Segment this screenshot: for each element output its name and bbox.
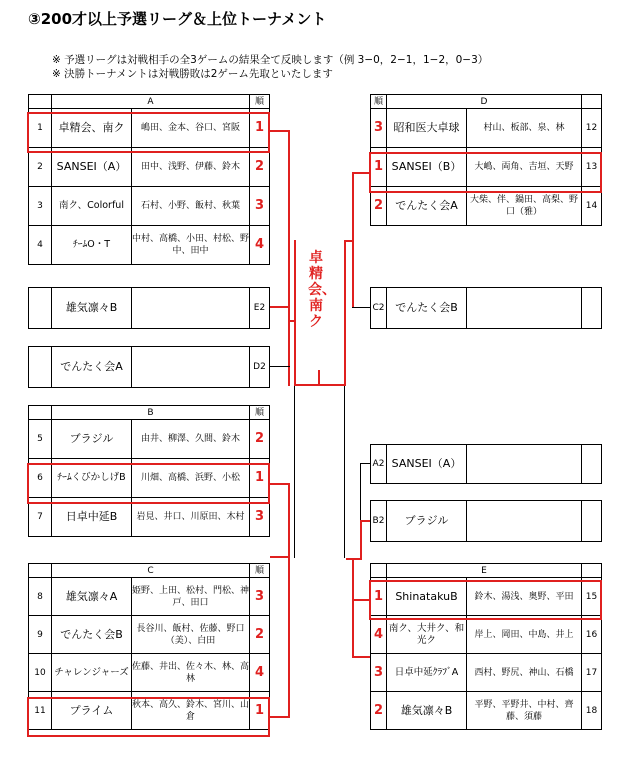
- champion-label: 卓精会、南ク: [308, 250, 336, 330]
- page-title: ③200才以上予選リーグ＆上位トーナメント: [28, 10, 327, 28]
- group-label: A: [52, 95, 250, 109]
- bracket-c2: C2 でんたく会B: [370, 287, 602, 329]
- winner-highlight-c1: [27, 697, 270, 737]
- group-e-table: E 1 ShinatakuB 鈴木、湯浅、奥野、平田 15 4 南ク、大井ク、和光ク 岸上、岡田、中島、井上 16 3 日卓中延ｸﾗﾌﾞA 西村、野尻、神山、石橋 17 2 雄気凛々B 平野、平野井、中村、齊藤、須藤 18: [370, 563, 602, 730]
- table-row: 2 雄気凛々B 平野、平野井、中村、齊藤、須藤 18: [371, 692, 602, 730]
- table-row: 5 ブラジル 由井、柳澤、久間、鈴木 2: [29, 420, 270, 459]
- group-d-table: 順 D 3 昭和医大卓球 村山、板部、泉、林 12 1 SANSEI（B） 大嶋、両角、吉垣、天野 13 2 でんたく会A 大柴、伴、鍋田、高梨、野口（雅） 14: [370, 94, 602, 226]
- table-row: 4 ﾁｰﾑO・T 中村、高橋、小田、村松、野中、田中 4: [29, 226, 270, 265]
- note-2: ※ 決勝トーナメントは対戦勝敗は2ゲーム先取といたします: [52, 68, 333, 80]
- table-row: 10 チャレンジャーズ 佐藤、井出、佐々木、林、高林 4: [29, 654, 270, 692]
- table-row: 7 日卓中延B 岩見、井口、川原田、木村 3: [29, 498, 270, 537]
- table-row: 2 SANSEI（A） 田中、浅野、伊藤、鈴木 2: [29, 148, 270, 187]
- winner-highlight-b1: [27, 463, 270, 504]
- table-row: 11 プライム 秋本、高久、鈴木、宮川、山倉 1: [29, 692, 270, 730]
- table-row: 2 でんたく会A 大柴、伴、鍋田、高梨、野口（雅） 14: [371, 187, 602, 226]
- table-row: 8 雄気凛々A 姫野、上田、松村、門松、神戸、田口 3: [29, 578, 270, 616]
- winner-highlight-e1: [369, 580, 602, 620]
- table-row: 6 ﾁｰﾑくびかしげB 川畑、高橋、浜野、小松 1: [29, 459, 270, 498]
- table-row: 1 ShinatakuB 鈴木、湯浅、奥野、平田 15: [371, 578, 602, 616]
- bracket-e2: 雄気凛々B E2: [28, 287, 270, 329]
- table-row: 3 昭和医大卓球 村山、板部、泉、林 12: [371, 109, 602, 148]
- bracket-d2: でんたく会A D2: [28, 346, 270, 388]
- table-row: 3 日卓中延ｸﾗﾌﾞA 西村、野尻、神山、石橋 17: [371, 654, 602, 692]
- note-1: ※ 予選リーグは対戦相手の全3ゲームの結果全て反映します（例 3−0，2−1，1−2，0−3）: [52, 54, 489, 66]
- winner-highlight-a1: [27, 112, 270, 153]
- table-row: 9 でんたく会B 長谷川、飯村、佐藤、野口（美）、白田 2: [29, 616, 270, 654]
- table-row: 1 卓精会、南ク 嶋田、金本、谷口、宮阪 1: [29, 109, 270, 148]
- table-row: 1 SANSEI（B） 大嶋、両角、吉垣、天野 13: [371, 148, 602, 187]
- winner-highlight-d1: [369, 152, 602, 193]
- bracket-a2: A2 SANSEI（A）: [370, 444, 602, 484]
- rank-header: 順: [250, 95, 270, 109]
- group-c-table: C 順 8 雄気凛々A 姫野、上田、松村、門松、神戸、田口 3 9 でんたく会B 長谷川、飯村、佐藤、野口（美）、白田 2 10 チャレンジャーズ 佐藤、井出、佐々木、林、高林 4 11 プライム 秋本、高久、鈴木、宮川、山倉 1: [28, 563, 270, 730]
- group-b-table: B 順 5 ブラジル 由井、柳澤、久間、鈴木 2 6 ﾁｰﾑくびかしげB 川畑、高橋、浜野、小松 1 7 日卓中延B 岩見、井口、川原田、木村 3: [28, 405, 270, 537]
- table-row: 3 南ク、Colorful 石村、小野、飯村、秋葉 3: [29, 187, 270, 226]
- table-row: 4 南ク、大井ク、和光ク 岸上、岡田、中島、井上 16: [371, 616, 602, 654]
- bracket-b2: B2 ブラジル: [370, 500, 602, 542]
